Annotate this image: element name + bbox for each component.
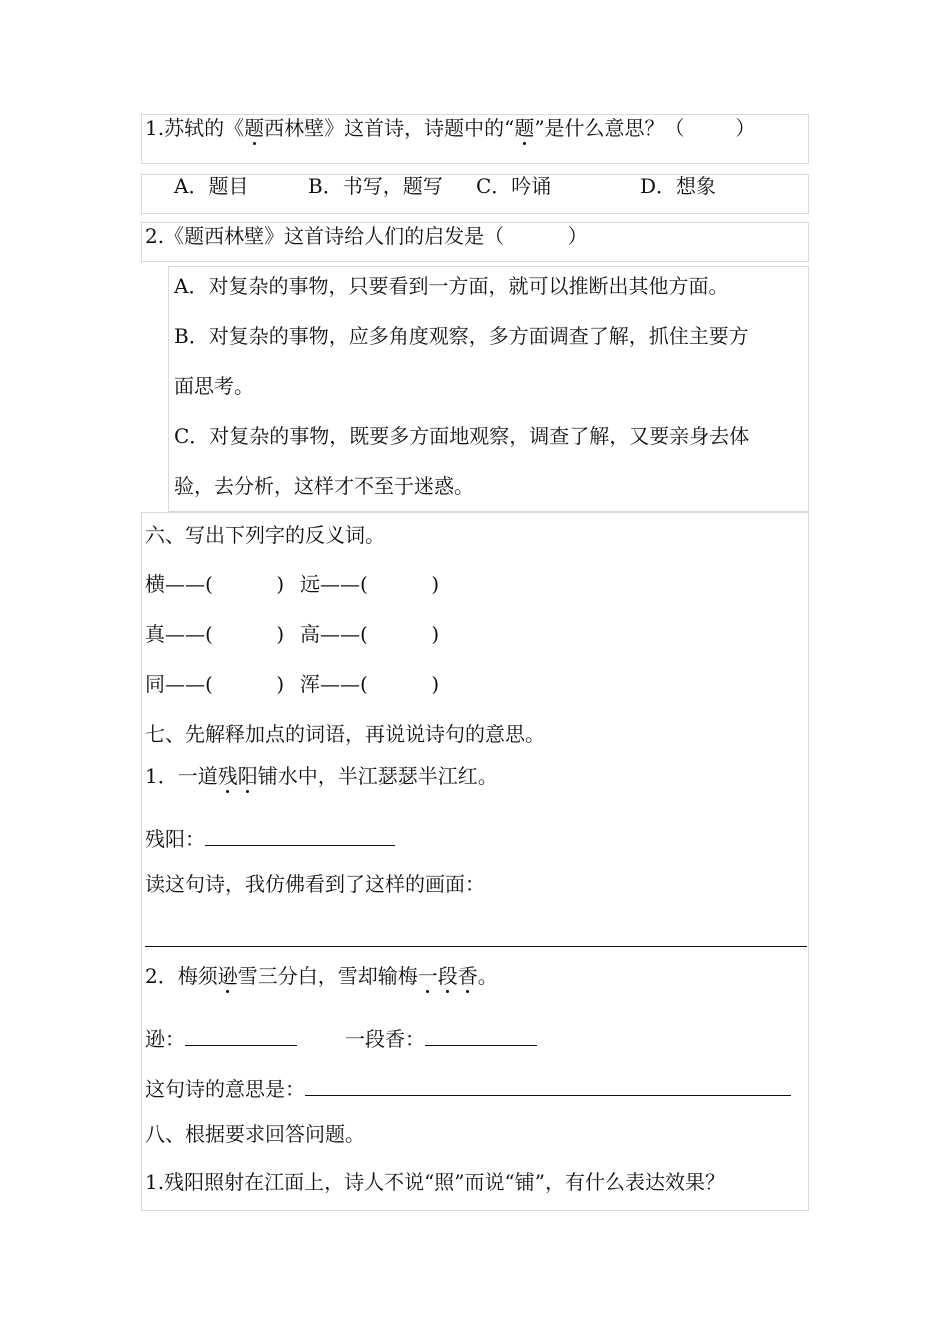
read-poem-prompt: 读这句诗，我仿佛看到了这样的画面：: [145, 872, 485, 896]
meaning-answer-blank[interactable]: [305, 1073, 791, 1096]
q1-option-a: A．题目: [174, 174, 249, 198]
section7-title: 七、先解释加点的词语，再说说诗句的意思。: [145, 722, 545, 746]
xun-answer-blank[interactable]: [185, 1023, 297, 1046]
poem-line-2: 2．梅须逊雪三分白，雪却输梅一段香。: [145, 964, 498, 988]
q1-option-d: D．想象: [640, 174, 717, 198]
emphasis-char: 一: [417, 964, 438, 988]
q2-question: 2.《题西林壁》这首诗给人们的启发是（ ）: [145, 224, 588, 248]
q2-option-c-line1: C．对复杂的事物，既要多方面地观察，调查了解，又要亲身去体: [174, 424, 750, 448]
emphasis-char: 香: [457, 964, 478, 988]
q1-option-c: C．吟诵: [476, 174, 552, 198]
section6-title: 六、写出下列字的反义词。: [145, 523, 385, 547]
emphasis-char: 逊: [217, 964, 238, 988]
picture-answer-line[interactable]: [145, 946, 807, 947]
yiduanxiang-answer-blank[interactable]: [425, 1023, 537, 1046]
emphasis-char: 残: [217, 764, 238, 788]
emphasis-char: 阳: [237, 764, 258, 788]
q1-option-b: B．书写，题写: [308, 174, 443, 198]
q2-option-b-line2: 面思考。: [174, 374, 254, 398]
antonym-right-1: 远——( ): [300, 572, 440, 596]
section8-question-1: 1.残阳照射在江面上，诗人不说“照”而说“铺”，有什么表达效果？: [145, 1170, 725, 1194]
emphasis-char: 题: [514, 116, 535, 140]
antonym-left-3: 同——( ): [145, 672, 285, 696]
yiduanxiang-row: 一段香：: [345, 1023, 537, 1049]
antonym-right-3: 浑——( ): [300, 672, 440, 696]
lower-frame: [141, 512, 809, 1211]
xun-row: 逊：: [145, 1023, 297, 1049]
q1-question: 1.苏轼的《题西林壁》这首诗，诗题中的“题”是什么意思？（ ）: [145, 116, 756, 140]
q2-option-c-line2: 验，去分析，这样才不至于迷惑。: [174, 474, 474, 498]
antonym-right-2: 高——( ): [300, 622, 440, 646]
emphasis-char: 题: [244, 116, 265, 140]
meaning-row: 这句诗的意思是：: [145, 1073, 791, 1099]
canyang-row: 残阳：: [145, 823, 395, 849]
q2-option-b-line1: B．对复杂的事物，应多角度观察，多方面调查了解，抓住主要方: [174, 324, 749, 348]
canyang-answer-blank[interactable]: [205, 823, 395, 846]
poem-line-1: 1．一道残阳铺水中，半江瑟瑟半江红。: [145, 764, 498, 788]
antonym-left-1: 横——( ): [145, 572, 285, 596]
emphasis-char: 段: [437, 964, 458, 988]
antonym-left-2: 真——( ): [145, 622, 285, 646]
q2-option-a: A．对复杂的事物，只要看到一方面，就可以推断出其他方面。: [174, 274, 729, 298]
section8-title: 八、根据要求回答问题。: [145, 1122, 365, 1146]
